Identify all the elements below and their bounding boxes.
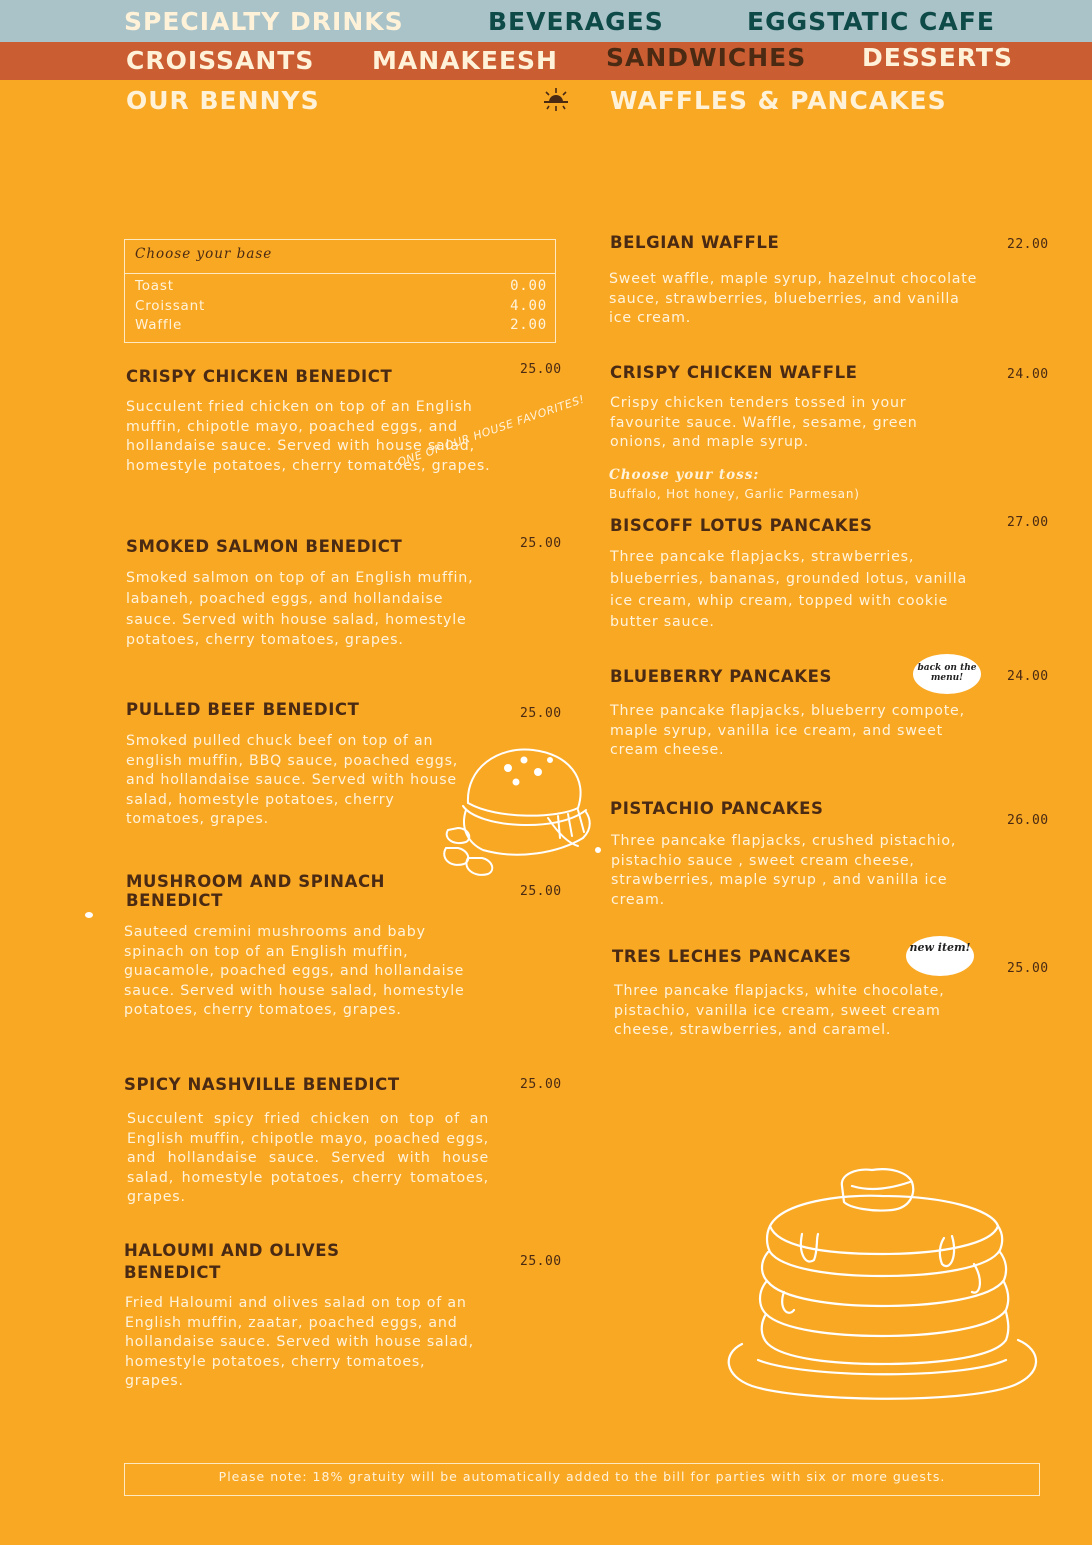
item-title: HALOUMI AND OLIVES BENEDICT [124, 1241, 340, 1282]
item-title: SMOKED SALMON BENEDICT [126, 537, 403, 556]
item-description: Three pancake flapjacks, crushed pistachio, pistachio sauce , sweet cream cheese, strawberries, maple syrup , and vanilla ice cream. [611, 833, 957, 908]
base-option-name: Toast [135, 278, 174, 294]
new-item-badge: new item! [906, 936, 974, 976]
nav-our-bennys[interactable]: OUR BENNYS [126, 86, 320, 115]
item-description: Three pancake flapjacks, blueberry compote, maple syrup, vanilla ice cream, and sweet cream cheese. [610, 703, 965, 759]
toss-options: Buffalo, Hot honey, Garlic Parmesan) [609, 487, 860, 501]
item-description: Succulent fried chicken on top of an English muffin, chipotle mayo, poached eggs, and hollandaise sauce. Served with house salad, homestyle potatoes, cherry tomatoes, grapes. [126, 399, 491, 474]
base-option-name: Waffle [135, 317, 183, 333]
item-title: BELGIAN WAFFLE [610, 233, 780, 252]
nav-sandwiches[interactable]: SANDWICHES [606, 43, 807, 72]
item-title: CRISPY CHICKEN WAFFLE [610, 363, 858, 382]
muffin-illustration [438, 738, 608, 888]
item-title: PISTACHIO PANCAKES [610, 799, 824, 818]
base-option-waffle [135, 317, 547, 336]
item-description: Crispy chicken tenders tossed in your favourite sauce. Waffle, sesame, green onions, and maple syrup. [610, 395, 918, 451]
base-option-price: 0.00 [510, 278, 547, 294]
item-title: SPICY NASHVILLE BENEDICT [124, 1075, 400, 1094]
item-price: 22.00 [1007, 237, 1049, 252]
gratuity-note-box [124, 1463, 1040, 1496]
base-option-name: Croissant [135, 298, 206, 314]
item-description: Fried Haloumi and olives salad on top of an English muffin, zaatar, poached eggs, and hollandaise sauce. Served with house salad, homestyle potatoes, cherry tomatoes, grapes. [125, 1295, 474, 1390]
base-option-price: 4.00 [510, 298, 547, 314]
item-price: 25.00 [520, 884, 562, 899]
nav-manakeesh[interactable]: MANAKEESH [372, 46, 558, 75]
item-price: 25.00 [520, 1254, 562, 1269]
item-price: 25.00 [520, 536, 562, 551]
base-heading-row [125, 240, 555, 274]
item-description: Smoked salmon on top of an English muffin, labaneh, poached eggs, and hollandaise sauce. Served with house salad, homestyle potatoes, cherry tomatoes, grapes. [126, 570, 474, 649]
nav-desserts[interactable]: DESSERTS [862, 43, 1013, 72]
base-option-croissant [135, 298, 547, 317]
base-option-price: 2.00 [510, 317, 547, 333]
nav-eggstatic-cafe[interactable]: EGGSTATIC CAFE [747, 7, 995, 36]
sun-icon [537, 85, 575, 113]
item-title: TRES LECHES PANCAKES [612, 947, 852, 966]
item-description: Three pancake flapjacks, white chocolate, pistachio, vanilla ice cream, sweet cream cheese, strawberries, and caramel. [614, 983, 945, 1039]
item-description: Succulent spicy fried chicken on top of an English muffin, chipotle mayo, poached eggs, and hollandaise sauce. Served with house salad, homestyle potatoes, cherry tomatoes, grapes. [127, 1111, 489, 1206]
nav-waffles-pancakes[interactable]: WAFFLES & PANCAKES [610, 86, 947, 115]
item-title: BLUEBERRY PANCAKES [610, 667, 832, 686]
item-title: MUSHROOM AND SPINACH BENEDICT [126, 872, 386, 910]
toss-heading: Choose your toss: [609, 467, 760, 483]
base-heading: Choose your base [135, 246, 273, 262]
item-price: 25.00 [520, 1077, 562, 1092]
item-price: 26.00 [1007, 813, 1049, 828]
item-price: 25.00 [1007, 961, 1049, 976]
item-title: CRISPY CHICKEN BENEDICT [126, 367, 393, 386]
item-price: 27.00 [1007, 515, 1049, 530]
gratuity-note: Please note: 18% gratuity will be automatically added to the bill for parties with six or more guests. [218, 1469, 946, 1484]
nav-beverages[interactable]: BEVERAGES [488, 7, 664, 36]
nav-croissants[interactable]: CROISSANTS [126, 46, 315, 75]
item-price: 24.00 [1007, 367, 1049, 382]
decor-dot [85, 912, 93, 918]
item-price: 24.00 [1007, 669, 1049, 684]
item-description: Sweet waffle, maple syrup, hazelnut chocolate sauce, strawberries, blueberries, and vanilla ice cream. [609, 271, 978, 327]
item-price: 25.00 [520, 362, 562, 377]
item-description: Three pancake flapjacks, strawberries, blueberries, bananas, grounded lotus, vanilla ice cream, whip cream, topped with cookie butter sauce. [610, 549, 968, 631]
back-on-menu-badge: back on the menu! [913, 654, 981, 694]
item-title: PULLED BEEF BENEDICT [126, 700, 360, 719]
item-price: 25.00 [520, 706, 562, 721]
base-options-box [124, 239, 556, 343]
base-option-toast [135, 278, 547, 297]
item-description: Sauteed cremini mushrooms and baby spinach on top of an English muffin, guacamole, poached eggs, and hollandaise sauce. Served with house salad, homestyle potatoes, cherry tomatoes, grapes. [124, 924, 465, 1019]
item-title: BISCOFF LOTUS PANCAKES [610, 516, 873, 535]
pancake-stack-illustration [722, 1164, 1042, 1409]
item-description: Smoked pulled chuck beef on top of an english muffin, BBQ sauce, poached eggs, and hollandaise sauce. Served with house salad, homestyle potatoes, cherry tomatoes, grapes. [126, 733, 459, 828]
nav-specialty-drinks[interactable]: SPECIALTY DRINKS [124, 7, 404, 36]
favorite-note: ONE OF OUR HOUSE FAVORITES! [395, 392, 587, 469]
